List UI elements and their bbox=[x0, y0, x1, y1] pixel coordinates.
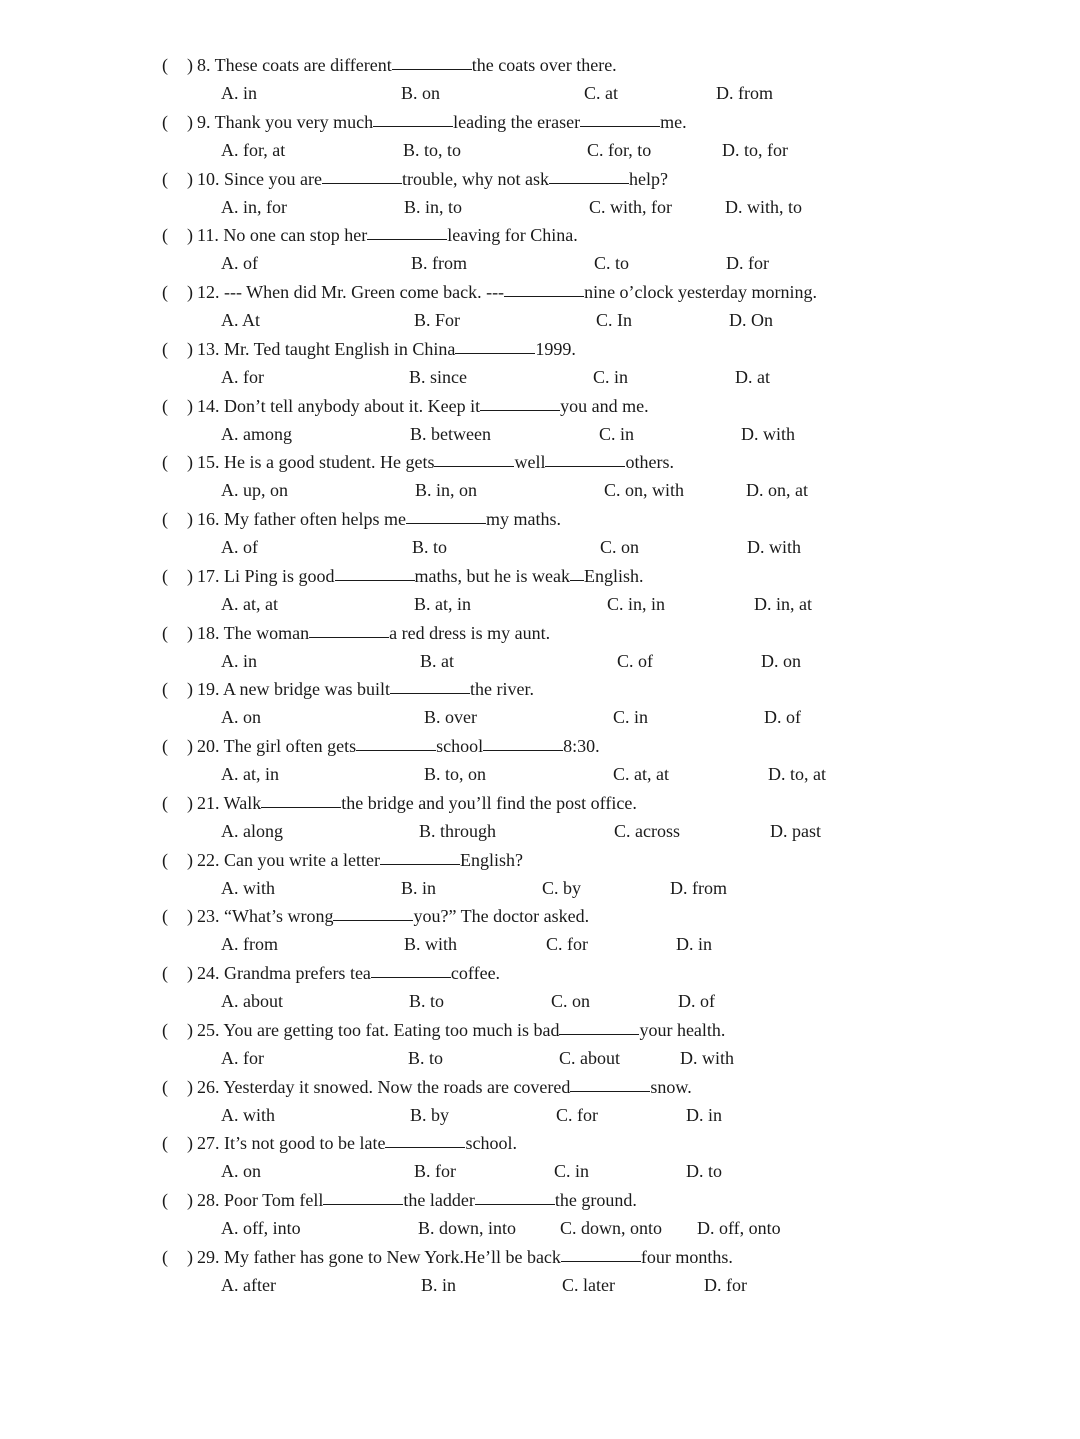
answer-option[interactable]: D. of bbox=[678, 991, 715, 1011]
answer-option[interactable]: B. in, on bbox=[415, 480, 478, 501]
answer-option[interactable]: B. to, on bbox=[424, 764, 487, 784]
question-stem bbox=[162, 109, 687, 135]
question-text: the river. bbox=[469, 679, 534, 700]
answer-paren-open: ( bbox=[162, 1019, 168, 1040]
question-item bbox=[0, 166, 1080, 223]
answer-option[interactable]: C. in, in bbox=[607, 593, 666, 614]
question-stem bbox=[162, 1130, 517, 1156]
answer-option[interactable]: D. of bbox=[764, 707, 801, 728]
question-item bbox=[0, 1187, 1080, 1244]
answer-blank[interactable] bbox=[333, 903, 413, 921]
answer-option[interactable]: A. with bbox=[221, 877, 275, 898]
answer-blank[interactable] bbox=[504, 279, 584, 297]
answer-blank[interactable] bbox=[373, 109, 453, 127]
question-stem bbox=[162, 506, 561, 532]
answer-blank[interactable] bbox=[455, 336, 535, 354]
answer-option[interactable]: C. at bbox=[584, 83, 618, 103]
answer-paren-open: ( bbox=[162, 565, 168, 586]
answer-option[interactable]: A. on bbox=[221, 707, 261, 728]
answer-blank[interactable] bbox=[322, 166, 402, 184]
question-text: maths, but he is weak bbox=[414, 565, 570, 586]
answer-option[interactable]: D. in bbox=[676, 934, 712, 955]
answer-option[interactable]: D. to, for bbox=[722, 139, 788, 160]
question-stem bbox=[162, 733, 600, 759]
answer-option[interactable]: A. At bbox=[221, 310, 261, 330]
answer-option[interactable]: C. about bbox=[559, 1047, 620, 1068]
answer-blank[interactable] bbox=[480, 393, 560, 411]
question-text: 1999. bbox=[535, 338, 576, 359]
answer-option[interactable]: B. to, to bbox=[403, 139, 462, 160]
answer-blank[interactable] bbox=[549, 166, 629, 184]
question-item bbox=[0, 960, 1080, 1017]
answer-option[interactable]: C. for, to bbox=[587, 139, 652, 160]
answer-option[interactable]: C. at, at bbox=[613, 764, 669, 784]
question-text: 14. Don’t tell anybody about it. Keep it bbox=[197, 395, 481, 416]
question-text: four months. bbox=[640, 1246, 733, 1267]
question-item bbox=[0, 222, 1080, 279]
answer-option[interactable]: D. off, onto bbox=[697, 1218, 781, 1238]
answer-paren-open: ( bbox=[162, 1190, 168, 1210]
answer-paren-close: ) bbox=[187, 1190, 193, 1210]
answer-paren-open: ( bbox=[162, 906, 168, 927]
answer-paren-close: ) bbox=[187, 452, 193, 473]
answer-option[interactable]: C. down, onto bbox=[560, 1218, 663, 1238]
answer-option[interactable]: B. to bbox=[412, 537, 448, 557]
answer-option[interactable]: C. by bbox=[542, 877, 582, 898]
answer-paren-close: ) bbox=[187, 1019, 193, 1040]
answer-option[interactable]: D. to, at bbox=[768, 764, 826, 784]
question-text: 27. It’s not good to be late bbox=[197, 1133, 386, 1154]
answer-option[interactable]: D. in, at bbox=[754, 593, 812, 614]
question-text: the bridge and you’ll find the post office. bbox=[341, 792, 637, 813]
answer-blank[interactable] bbox=[309, 620, 389, 638]
answer-blank[interactable] bbox=[406, 506, 486, 524]
answer-option[interactable]: D. for bbox=[704, 1274, 747, 1295]
answer-option[interactable]: D. past bbox=[770, 820, 821, 841]
answer-option[interactable]: C. on bbox=[600, 537, 640, 557]
answer-option[interactable]: B. at bbox=[420, 650, 454, 671]
question-item bbox=[0, 449, 1080, 506]
answer-blank[interactable] bbox=[261, 790, 341, 808]
answer-blank[interactable] bbox=[545, 449, 625, 467]
question-text: the coats over there. bbox=[471, 55, 617, 75]
question-item bbox=[0, 336, 1080, 393]
question-text: you and me. bbox=[560, 395, 649, 416]
answer-paren-close: ) bbox=[187, 225, 193, 246]
answer-option[interactable]: A. from bbox=[221, 934, 278, 955]
question-text: the ladder bbox=[403, 1190, 475, 1210]
answer-option[interactable]: C. to bbox=[594, 253, 630, 274]
question-text: English? bbox=[459, 849, 523, 870]
question-text: 10. Since you are bbox=[197, 168, 322, 189]
question-text: 26. Yesterday it snowed. Now the roads are covered bbox=[197, 1076, 571, 1097]
answer-option[interactable]: A. of bbox=[221, 537, 258, 557]
answer-option[interactable]: A. among bbox=[221, 423, 292, 444]
answer-option[interactable]: A. for, at bbox=[221, 139, 286, 160]
question-item bbox=[0, 279, 1080, 336]
answer-option[interactable]: C. on, with bbox=[604, 480, 685, 501]
question-text: leaving for China. bbox=[447, 225, 578, 246]
answer-blank[interactable] bbox=[580, 109, 660, 127]
answer-paren-close: ) bbox=[187, 168, 193, 189]
answer-paren-open: ( bbox=[162, 1133, 168, 1154]
question-text: the ground. bbox=[554, 1190, 637, 1210]
answer-option[interactable]: A. after bbox=[221, 1274, 276, 1295]
answer-paren-close: ) bbox=[187, 565, 193, 586]
question-text: 22. Can you write a letter bbox=[197, 849, 380, 870]
question-item bbox=[0, 903, 1080, 960]
answer-blank[interactable] bbox=[390, 676, 470, 694]
question-item bbox=[0, 393, 1080, 450]
answer-blank[interactable] bbox=[335, 563, 415, 581]
answer-option[interactable]: D. on bbox=[761, 650, 801, 671]
answer-paren-open: ( bbox=[162, 963, 168, 983]
answer-option[interactable]: C. across bbox=[614, 820, 680, 841]
answer-option[interactable]: A. in bbox=[221, 650, 257, 671]
answer-blank[interactable] bbox=[356, 733, 436, 751]
answer-option[interactable]: C. in bbox=[599, 423, 635, 444]
answer-option[interactable]: B. in, to bbox=[404, 196, 463, 217]
answer-option[interactable]: C. on bbox=[551, 991, 591, 1011]
answer-paren-close: ) bbox=[187, 906, 193, 927]
answer-paren-open: ( bbox=[162, 1076, 168, 1097]
answer-option[interactable]: A. for bbox=[221, 1047, 264, 1068]
question-text: help? bbox=[628, 168, 668, 189]
question-item bbox=[0, 52, 1080, 109]
answer-blank[interactable] bbox=[570, 1074, 650, 1092]
answer-option[interactable]: D. with bbox=[741, 423, 795, 444]
question-text: 19. A new bridge was built bbox=[197, 679, 390, 700]
question-text: 15. He is a good student. He gets bbox=[197, 452, 435, 473]
answer-option[interactable]: C. of bbox=[617, 650, 653, 671]
question-text: 24. Grandma prefers tea bbox=[197, 963, 371, 983]
answer-option[interactable]: C. later bbox=[562, 1274, 615, 1295]
question-stem bbox=[162, 52, 617, 78]
answer-paren-close: ) bbox=[187, 509, 193, 529]
answer-paren-close: ) bbox=[187, 1076, 193, 1097]
answer-option[interactable]: B. from bbox=[411, 253, 467, 274]
answer-paren-open: ( bbox=[162, 736, 168, 756]
question-text: you?” The doctor asked. bbox=[413, 906, 590, 927]
answer-paren-close: ) bbox=[187, 1246, 193, 1267]
answer-blank[interactable] bbox=[367, 222, 447, 240]
answer-paren-close: ) bbox=[187, 622, 193, 643]
question-text: 29. My father has gone to New York.He’ll be back bbox=[197, 1246, 561, 1267]
question-stem bbox=[162, 1074, 692, 1100]
answer-option[interactable]: D. for bbox=[726, 253, 769, 274]
question-text: snow. bbox=[650, 1076, 692, 1097]
answer-paren-close: ) bbox=[187, 736, 193, 756]
answer-paren-open: ( bbox=[162, 338, 168, 359]
question-item bbox=[0, 563, 1080, 620]
answer-option[interactable]: A. at, at bbox=[221, 593, 278, 614]
question-text: 8. These coats are different bbox=[197, 55, 392, 75]
question-text: 11. No one can stop her bbox=[197, 225, 368, 246]
answer-blank[interactable] bbox=[392, 52, 472, 70]
question-text: 9. Thank you very much bbox=[197, 111, 374, 132]
answer-option[interactable]: C. in bbox=[593, 366, 629, 387]
question-item bbox=[0, 506, 1080, 563]
answer-option[interactable]: A. of bbox=[221, 253, 258, 274]
answer-paren-close: ) bbox=[187, 111, 193, 132]
question-item bbox=[0, 109, 1080, 166]
answer-option[interactable]: A. on bbox=[221, 1161, 261, 1182]
answer-paren-open: ( bbox=[162, 849, 168, 870]
answer-paren-close: ) bbox=[187, 1133, 193, 1154]
question-stem bbox=[162, 620, 550, 646]
answer-option[interactable]: A. in, for bbox=[221, 196, 287, 217]
answer-paren-open: ( bbox=[162, 622, 168, 643]
answer-paren-open: ( bbox=[162, 55, 168, 75]
question-text: school bbox=[436, 736, 484, 756]
question-text: 17. Li Ping is good bbox=[197, 565, 335, 586]
question-item bbox=[0, 847, 1080, 904]
question-stem bbox=[162, 676, 534, 702]
answer-option[interactable]: D. with bbox=[747, 537, 801, 557]
question-text: 28. Poor Tom fell bbox=[197, 1190, 324, 1210]
answer-option[interactable]: A. with bbox=[221, 1104, 275, 1125]
question-stem bbox=[162, 336, 576, 362]
answer-option[interactable]: B. since bbox=[409, 366, 467, 387]
question-text: my maths. bbox=[485, 509, 561, 529]
question-text: trouble, why not ask bbox=[401, 168, 549, 189]
answer-paren-open: ( bbox=[162, 282, 168, 302]
question-stem bbox=[162, 1017, 725, 1043]
answer-paren-open: ( bbox=[162, 509, 168, 529]
question-item bbox=[0, 1130, 1080, 1187]
answer-option[interactable]: B. between bbox=[410, 423, 491, 444]
question-text: English. bbox=[584, 565, 644, 586]
answer-option[interactable]: B. for bbox=[414, 1161, 456, 1182]
answer-option[interactable]: A. in bbox=[221, 83, 257, 103]
answer-option[interactable]: A. about bbox=[221, 991, 283, 1011]
question-stem bbox=[162, 279, 817, 305]
question-stem bbox=[162, 393, 649, 419]
answer-paren-close: ) bbox=[187, 395, 193, 416]
question-text: leading the eraser bbox=[453, 111, 581, 132]
question-stem bbox=[162, 960, 500, 986]
answer-paren-close: ) bbox=[187, 963, 193, 983]
question-text: 8:30. bbox=[563, 736, 600, 756]
answer-option[interactable]: D. with bbox=[680, 1047, 734, 1068]
question-stem bbox=[162, 449, 674, 475]
question-text: nine o’clock yesterday morning. bbox=[584, 282, 817, 302]
answer-option[interactable]: D. from bbox=[670, 877, 727, 898]
answer-option[interactable]: B. in bbox=[421, 1274, 457, 1295]
answer-option[interactable]: A. at, in bbox=[221, 764, 279, 784]
answer-option[interactable]: C. with, for bbox=[589, 196, 672, 217]
answer-option[interactable]: C. for bbox=[556, 1104, 598, 1125]
question-stem bbox=[162, 1187, 637, 1213]
answer-option[interactable]: B. with bbox=[404, 934, 458, 955]
question-item bbox=[0, 676, 1080, 733]
question-item bbox=[0, 733, 1080, 790]
answer-blank[interactable] bbox=[559, 1017, 639, 1035]
answer-option[interactable]: A. up, on bbox=[221, 480, 288, 501]
answer-paren-open: ( bbox=[162, 1246, 168, 1267]
answer-paren-open: ( bbox=[162, 395, 168, 416]
question-text: 25. You are getting too fat. Eating too much is bad bbox=[197, 1019, 560, 1040]
answer-paren-open: ( bbox=[162, 111, 168, 132]
answer-paren-close: ) bbox=[187, 679, 193, 700]
question-stem bbox=[162, 166, 668, 192]
answer-option[interactable]: D. on, at bbox=[746, 480, 808, 501]
answer-option[interactable]: B. down, into bbox=[418, 1218, 517, 1238]
answer-option[interactable]: C. In bbox=[596, 310, 632, 330]
question-text: a red dress is my aunt. bbox=[389, 622, 551, 643]
answer-option[interactable]: B. to bbox=[408, 1047, 444, 1068]
answer-option[interactable]: D. from bbox=[716, 83, 773, 103]
answer-option[interactable]: D. to bbox=[686, 1161, 722, 1182]
answer-blank[interactable] bbox=[385, 1130, 465, 1148]
question-stem bbox=[162, 1244, 733, 1270]
question-stem bbox=[162, 563, 644, 589]
question-item bbox=[0, 1074, 1080, 1131]
answer-blank[interactable] bbox=[483, 733, 563, 751]
question-text: 18. The woman bbox=[197, 622, 310, 643]
answer-blank[interactable] bbox=[475, 1187, 555, 1205]
answer-option[interactable]: B. on bbox=[401, 83, 441, 103]
answer-paren-open: ( bbox=[162, 792, 168, 813]
answer-option[interactable]: A. for bbox=[221, 366, 264, 387]
question-text: 12. --- When did Mr. Green come back. --- bbox=[197, 282, 505, 302]
question-item bbox=[0, 1017, 1080, 1074]
question-text: 20. The girl often gets bbox=[197, 736, 357, 756]
answer-paren-open: ( bbox=[162, 225, 168, 246]
question-text: 23. “What’s wrong bbox=[197, 906, 334, 927]
question-stem bbox=[162, 847, 523, 873]
answer-blank[interactable] bbox=[434, 449, 514, 467]
answer-option[interactable]: C. for bbox=[546, 934, 588, 955]
question-text: coffee. bbox=[450, 963, 501, 983]
question-text: 21. Walk bbox=[197, 792, 262, 813]
answer-paren-close: ) bbox=[187, 849, 193, 870]
question-text: your health. bbox=[639, 1019, 726, 1040]
answer-option[interactable]: D. with, to bbox=[725, 196, 803, 217]
question-text: well bbox=[514, 452, 546, 473]
question-stem bbox=[162, 903, 589, 929]
question-text: 13. Mr. Ted taught English in China bbox=[197, 338, 456, 359]
answer-blank[interactable] bbox=[323, 1187, 403, 1205]
question-stem bbox=[162, 790, 637, 816]
answer-paren-close: ) bbox=[187, 338, 193, 359]
answer-option[interactable]: B. over bbox=[424, 707, 477, 728]
answer-paren-close: ) bbox=[187, 55, 193, 75]
answer-option[interactable]: D. in bbox=[686, 1104, 722, 1125]
answer-blank[interactable] bbox=[570, 563, 584, 581]
answer-option[interactable]: B. by bbox=[410, 1104, 450, 1125]
question-text: others. bbox=[625, 452, 674, 473]
answer-paren-open: ( bbox=[162, 679, 168, 700]
answer-option[interactable]: A. off, into bbox=[221, 1218, 301, 1238]
answer-blank[interactable] bbox=[561, 1244, 641, 1262]
question-stem bbox=[162, 222, 578, 248]
answer-paren-open: ( bbox=[162, 452, 168, 473]
question-item bbox=[0, 790, 1080, 847]
answer-blank[interactable] bbox=[380, 847, 460, 865]
answer-option[interactable]: C. in bbox=[554, 1161, 590, 1182]
question-text: 16. My father often helps me bbox=[197, 509, 406, 529]
question-item bbox=[0, 620, 1080, 677]
answer-option[interactable]: B. to bbox=[409, 991, 445, 1011]
answer-option[interactable]: A. along bbox=[221, 820, 283, 841]
answer-option[interactable]: D. at bbox=[735, 366, 770, 387]
question-item bbox=[0, 1244, 1080, 1301]
answer-option[interactable]: D. On bbox=[729, 310, 773, 330]
answer-option[interactable]: B. through bbox=[419, 820, 497, 841]
answer-paren-close: ) bbox=[187, 282, 193, 302]
question-text: school. bbox=[465, 1133, 517, 1154]
answer-option[interactable]: C. in bbox=[613, 707, 649, 728]
answer-blank[interactable] bbox=[371, 960, 451, 978]
answer-paren-open: ( bbox=[162, 168, 168, 189]
question-text: me. bbox=[660, 111, 687, 132]
answer-option[interactable]: B. For bbox=[414, 310, 461, 330]
answer-paren-close: ) bbox=[187, 792, 193, 813]
answer-option[interactable]: B. in bbox=[401, 877, 437, 898]
answer-option[interactable]: B. at, in bbox=[414, 593, 471, 614]
